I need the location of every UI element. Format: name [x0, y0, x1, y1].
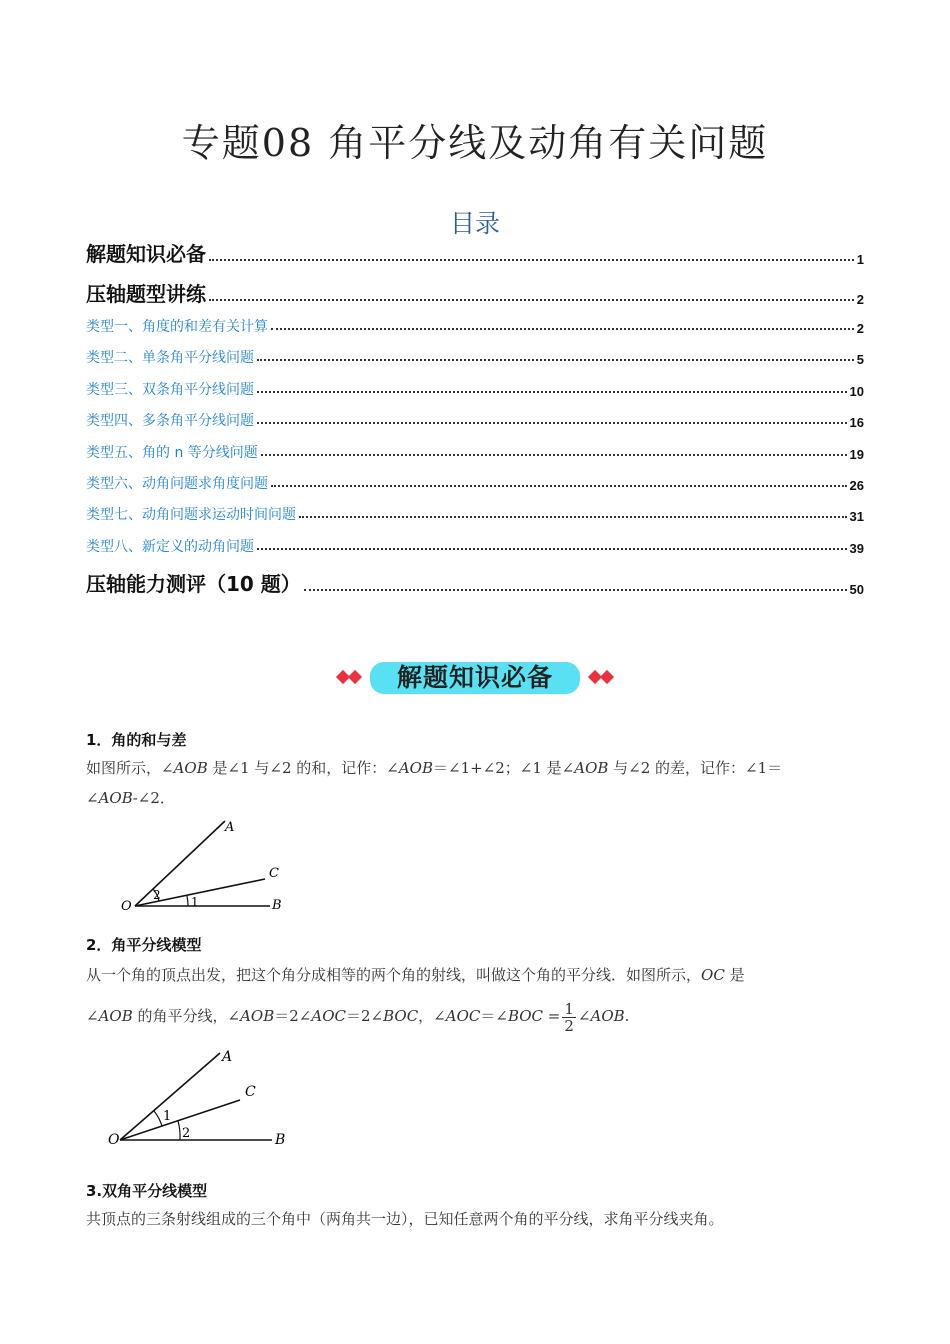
toc-entry[interactable] [86, 473, 864, 493]
diamond-icon [348, 670, 362, 684]
toc-entry-label: 类型三、双条角平分线问题 [86, 382, 254, 398]
toc-entry-page: 19 [849, 447, 864, 462]
toc-entry[interactable] [86, 536, 864, 556]
toc-leader [257, 421, 847, 424]
toc-entry[interactable] [86, 410, 864, 430]
label-1: 1 [163, 1109, 172, 1124]
toc-leader [257, 390, 847, 393]
label-b: B [275, 1132, 286, 1148]
toc-entry-page: 5 [856, 352, 864, 367]
toc-entry-page: 2 [856, 321, 864, 336]
section-text-bisector-line1: 从一个角的顶点出发，把这个角分成相等的两个角的射线，叫做这个角的平分线．如图所示，OC 是 [86, 966, 745, 984]
toc-heading: 目录 [449, 209, 500, 238]
toc-entry-label: 压轴能力测评（10 题） [86, 572, 301, 596]
figure-angle-sum [115, 815, 295, 915]
toc-entry-page: 10 [849, 384, 864, 399]
label-o: O [121, 899, 132, 914]
label-2: 2 [153, 888, 161, 902]
document-title: 专题08 角平分线及动角有关问题 [181, 121, 769, 165]
label-b: B [272, 898, 282, 913]
ray-oa [135, 821, 225, 906]
label-c: C [269, 866, 279, 881]
toc-entry[interactable] [86, 568, 864, 597]
diamond-icon [600, 670, 614, 684]
label-o: O [108, 1132, 120, 1148]
section-text-bisector-line2: ∠AOB 的角平分线，∠AOB＝2∠AOC＝2∠BOC，∠AOC＝∠BOC = $\frac{1}{2}$ ∠AOB. [86, 999, 630, 1035]
toc-entry-page: 16 [849, 415, 864, 430]
section-heading-bisector: 2．角平分线模型 [86, 936, 202, 954]
toc-leader [261, 453, 847, 456]
figure-bisector [100, 1045, 300, 1150]
label-2: 2 [182, 1126, 191, 1141]
toc-leader [271, 484, 847, 487]
label-a: A [225, 820, 235, 835]
label-c: C [245, 1084, 256, 1100]
label-1: 1 [191, 895, 199, 909]
toc-leader [209, 298, 854, 301]
toc-leader [304, 588, 847, 591]
arc-1 [187, 896, 188, 906]
section-heading-angle-sum: 1．角的和与差 [86, 731, 187, 749]
toc-entry-page: 26 [849, 478, 864, 493]
label-a: A [222, 1049, 233, 1065]
toc-entry[interactable] [86, 379, 864, 399]
ray-oa [120, 1053, 220, 1140]
toc-entry-page: 2 [856, 292, 864, 307]
toc-entry-label: 类型二、单条角平分线问题 [86, 350, 254, 366]
toc-entry-page: 50 [849, 582, 864, 597]
toc-leader [257, 358, 854, 361]
toc-leader [271, 327, 854, 330]
toc-entry[interactable] [86, 504, 864, 524]
toc-entry-label: 压轴题型讲练 [86, 282, 206, 306]
toc-entry[interactable] [86, 278, 864, 307]
arc-2 [178, 1121, 180, 1140]
toc-entry-page: 31 [849, 509, 864, 524]
toc-entry-label: 类型一、角度的和差有关计算 [86, 319, 268, 335]
fraction-one-half: $\frac{1}{2}$ [564, 999, 574, 1035]
section-heading-double-bisector: 3.双角平分线模型 [86, 1182, 208, 1200]
toc-leader [209, 258, 854, 261]
toc-entry-label: 解题知识必备 [86, 242, 206, 266]
toc-entry-page: 39 [849, 541, 864, 556]
toc-entry-label: 类型四、多条角平分线问题 [86, 413, 254, 429]
toc-entry[interactable] [86, 238, 864, 267]
toc-entry-label: 类型五、角的 n 等分线问题 [86, 445, 258, 461]
toc-entry[interactable] [86, 347, 864, 367]
toc-entry[interactable] [86, 316, 864, 336]
toc-entry-label: 类型六、动角问题求角度问题 [86, 476, 268, 492]
toc-entry[interactable] [86, 442, 864, 462]
toc-entry-page: 1 [856, 252, 864, 267]
toc-leader [257, 547, 847, 550]
toc-leader [299, 515, 847, 518]
section-banner [330, 652, 620, 702]
banner-title: 解题知识必备 [396, 663, 553, 692]
toc-entry-label: 类型八、新定义的动角问题 [86, 539, 254, 555]
section-text-angle-sum: 如图所示，∠AOB 是∠1 与∠2 的和，记作：∠AOB＝∠1+∠2；∠1 是∠AOB 与∠2 的差，记作：∠1＝ ∠AOB-∠2． [86, 759, 783, 807]
arc-1 [154, 1111, 162, 1126]
toc-entry-label: 类型七、动角问题求运动时间问题 [86, 507, 296, 523]
section-text-double-bisector: 共顶点的三条射线组成的三个角中（两角共一边），已知任意两个角的平分线，求角平分线夹角。 [86, 1210, 724, 1228]
